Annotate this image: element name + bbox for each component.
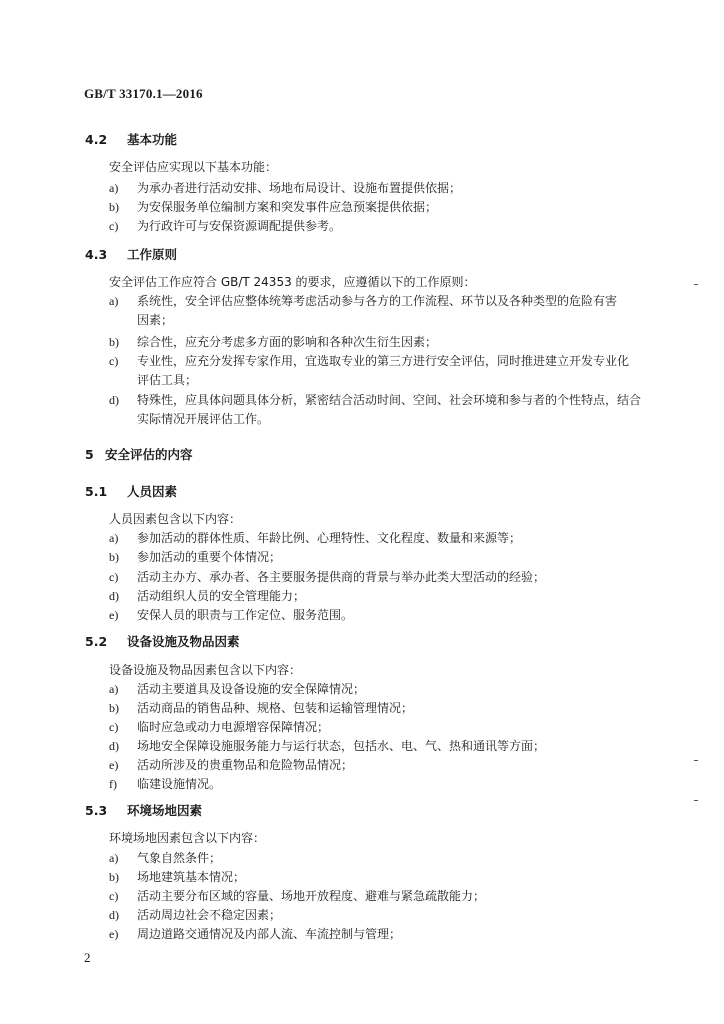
section-title: 设备设施及物品因素 <box>127 634 240 649</box>
standard-number-header: GB/T 33170.1—2016 <box>84 86 203 101</box>
list-item-text: 为行政许可与安保资源调配提供参考。 <box>137 219 342 233</box>
list-marker: c) <box>109 570 119 584</box>
list-item <box>109 548 281 565</box>
list-item-text: 场地安全保障设施服务能力与运行状态，包括水、电、气、热和通讯等方面； <box>137 739 546 753</box>
scan-mark <box>694 760 698 761</box>
section-heading-4-3 <box>85 245 177 263</box>
list-marker: c) <box>109 889 119 903</box>
section-number: 4.2 <box>85 132 108 147</box>
list-marker: d) <box>109 908 119 922</box>
list-item-text: 临时应急或动力电源增容保障情况； <box>137 720 330 734</box>
section-number: 5 <box>85 447 94 462</box>
list-marker: e) <box>109 927 119 941</box>
list-marker: b) <box>109 550 119 564</box>
page-number: 2 <box>84 950 91 965</box>
section-intro: 安全评估应实现以下基本功能： <box>109 160 278 174</box>
list-item <box>109 333 437 350</box>
list-marker: b) <box>109 335 119 349</box>
list-marker: e) <box>109 758 119 772</box>
list-item-text: 参加活动的重要个体情况； <box>137 550 282 564</box>
list-marker: e) <box>109 608 119 622</box>
list-item <box>109 217 341 234</box>
section-number: 5.3 <box>85 803 108 818</box>
section-number: 5.2 <box>85 634 108 649</box>
list-item-text: 周边道路交通情况及内部人流、车流控制与管理； <box>137 927 402 941</box>
list-item-text: 活动所涉及的贵重物品和危险物品情况； <box>137 758 354 772</box>
list-item <box>109 587 305 604</box>
list-marker: d) <box>109 739 119 753</box>
list-marker: c) <box>109 219 119 233</box>
list-item-text: 为承办者进行活动安排、场地布局设计、设施布置提供依据； <box>137 181 462 195</box>
list-item-text: 活动主要分布区域的容量、场地开放程度、避难与紧急疏散能力； <box>137 889 486 903</box>
section-heading-5-2 <box>85 632 240 650</box>
section-intro: 安全评估工作应符合 GB/T 24353 的要求，应遵循以下的工作原则： <box>109 275 476 289</box>
list-marker: a) <box>109 294 119 308</box>
list-item-text: 系统性，安全评估应整体统筹考虑活动参与各方的工作流程、环节以及各种类型的危险有害 <box>137 294 618 308</box>
section-title: 人员因素 <box>127 484 178 499</box>
list-item <box>109 718 329 735</box>
chapter-heading-5 <box>85 445 193 463</box>
list-marker: a) <box>109 531 119 545</box>
list-item-text: 活动商品的销售品种、规格、包装和运输管理情况； <box>137 701 414 715</box>
list-item-text: 专业性，应充分发挥专家作用，宜选取专业的第三方进行安全评估，同时推进建立开发专业化 <box>137 354 630 368</box>
list-item <box>109 680 365 697</box>
list-item-text: 临建设施情况。 <box>137 777 222 791</box>
list-marker: d) <box>109 393 119 407</box>
list-item-text: 场地建筑基本情况； <box>137 870 246 884</box>
list-item-continuation: 因素； <box>137 313 174 327</box>
list-item <box>109 699 413 716</box>
list-marker: b) <box>109 870 119 884</box>
list-item <box>109 925 401 942</box>
list-marker: b) <box>109 701 119 715</box>
list-item <box>109 529 521 546</box>
list-item <box>109 849 221 866</box>
list-item-text: 活动主要道具及设备设施的安全保障情况； <box>137 682 366 696</box>
section-title: 基本功能 <box>127 132 178 147</box>
section-heading-4-2 <box>85 130 177 148</box>
list-item <box>109 352 629 369</box>
section-title: 环境场地因素 <box>127 803 203 818</box>
list-marker: c) <box>109 720 119 734</box>
section-heading-5-1 <box>85 482 177 500</box>
list-item-continuation: 实际情况开展评估工作。 <box>137 412 270 426</box>
section-number: 5.1 <box>85 484 108 499</box>
list-item-text: 活动周边社会不稳定因素； <box>137 908 282 922</box>
list-item <box>109 198 437 215</box>
list-item-text: 安保人员的职责与工作定位、服务范围。 <box>137 608 354 622</box>
list-item-text: 气象自然条件； <box>137 851 222 865</box>
list-marker: a) <box>109 181 119 195</box>
list-item-text: 为安保服务单位编制方案和突发事件应急预案提供依据； <box>137 200 438 214</box>
section-number: 4.3 <box>85 247 108 262</box>
section-intro: 人员因素包含以下内容： <box>109 512 242 526</box>
list-item <box>109 775 221 792</box>
scan-mark <box>694 284 698 285</box>
list-item <box>109 868 245 885</box>
list-marker: d) <box>109 589 119 603</box>
section-intro: 环境场地因素包含以下内容： <box>109 831 266 845</box>
list-marker: b) <box>109 200 119 214</box>
section-title: 工作原则 <box>127 247 178 262</box>
section-heading-5-3 <box>85 801 202 819</box>
list-item <box>109 737 545 754</box>
list-item <box>109 391 641 408</box>
list-marker: a) <box>109 682 119 696</box>
list-item <box>109 606 353 623</box>
section-title: 安全评估的内容 <box>105 447 193 462</box>
list-marker: f) <box>109 777 117 791</box>
scan-mark <box>694 800 698 801</box>
list-item-text: 参加活动的群体性质、年龄比例、心理特性、文化程度、数量和来源等； <box>137 531 522 545</box>
list-item <box>109 756 353 773</box>
list-item <box>109 292 617 309</box>
list-item-text: 活动主办方、承办者、各主要服务提供商的背景与举办此类大型活动的经验； <box>137 570 546 584</box>
list-marker: a) <box>109 851 119 865</box>
list-item <box>109 887 485 904</box>
list-item-text: 活动组织人员的安全管理能力； <box>137 589 306 603</box>
list-item-text: 综合性，应充分考虑多方面的影响和各种次生衍生因素； <box>137 335 438 349</box>
list-marker: c) <box>109 354 119 368</box>
section-intro: 设备设施及物品因素包含以下内容： <box>109 663 302 677</box>
list-item <box>109 179 461 196</box>
list-item <box>109 568 545 585</box>
list-item-continuation: 评估工具； <box>137 373 198 387</box>
list-item <box>109 906 281 923</box>
list-item-text: 特殊性，应具体问题具体分析，紧密结合活动时间、空间、社会环境和参与者的个性特点，结合 <box>137 393 642 407</box>
